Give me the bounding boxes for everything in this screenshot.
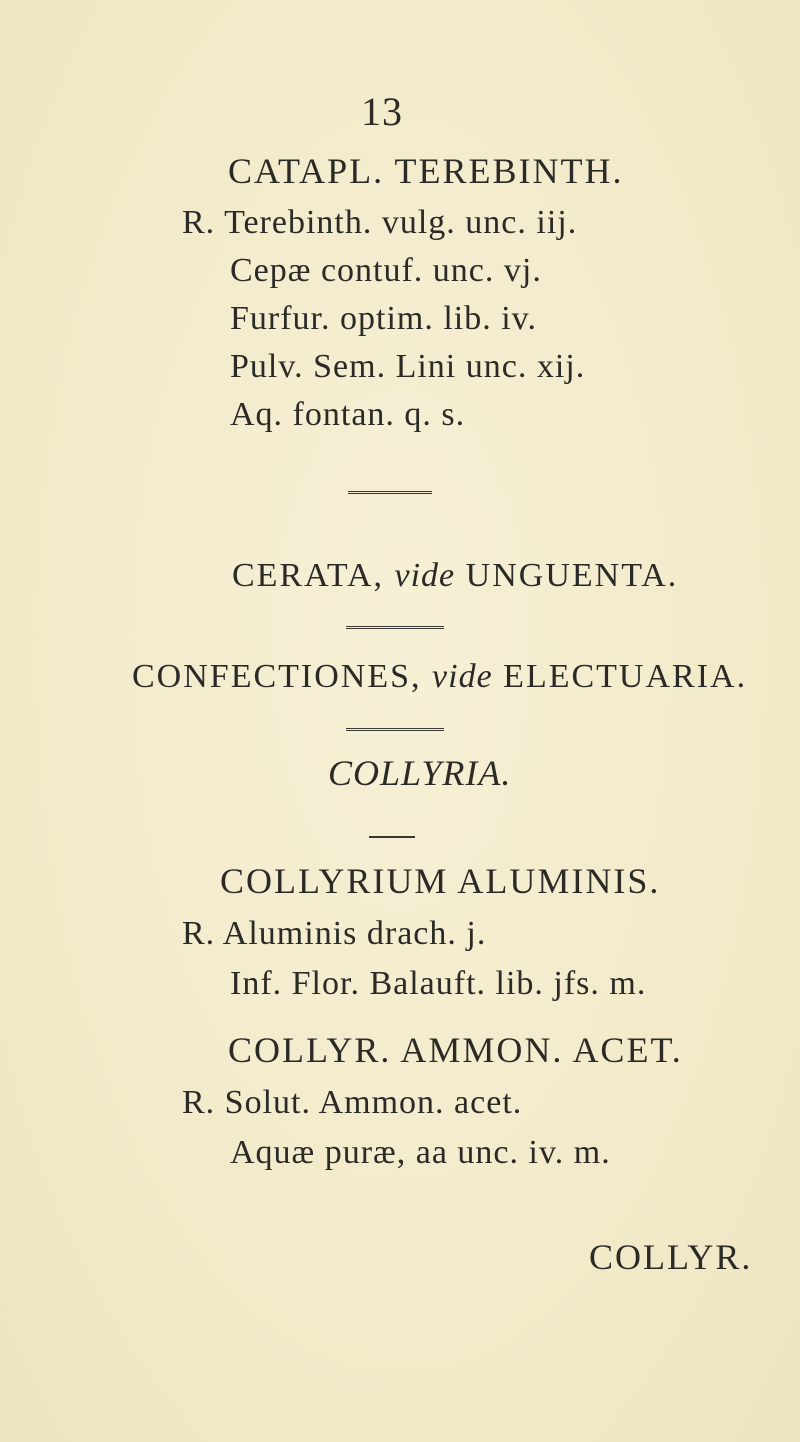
cerata-crossref xyxy=(232,557,678,595)
catapl-title: CATAPL. TEREBINTH. xyxy=(228,151,624,191)
recipe-line: Aq. fontan. q. s. xyxy=(230,396,466,433)
recipe-line: Inf. Flor. Balauft. lib. jfs. m. xyxy=(230,965,647,1002)
crossref-target: UNGUENTA. xyxy=(465,557,679,594)
recipe-line: Pulv. Sem. Lini unc. xij. xyxy=(230,348,586,385)
page-number: 13 xyxy=(361,89,403,134)
collyrium-aluminis-title: COLLYRIUM ALUMINIS. xyxy=(220,861,661,901)
recipe-line: R. Solut. Ammon. acet. xyxy=(182,1084,523,1121)
confectiones-crossref xyxy=(132,658,747,696)
recipe-line: Furfur. optim. lib. iv. xyxy=(230,300,537,337)
section-divider xyxy=(348,491,432,494)
collyr-ammon-title: COLLYR. AMMON. ACET. xyxy=(228,1030,683,1070)
section-divider xyxy=(369,836,415,838)
recipe-line: Cepæ contuf. unc. vj. xyxy=(230,252,542,289)
recipe-line: Aquæ puræ, aa unc. iv. m. xyxy=(230,1134,611,1171)
collyria-title: COLLYRIA. xyxy=(328,753,512,793)
recipe-line: R. Aluminis drach. j. xyxy=(182,915,487,952)
crossref-target: ELECTUARIA. xyxy=(503,658,748,695)
section-divider xyxy=(346,626,444,629)
catchword: COLLYR. xyxy=(589,1237,753,1277)
recipe-line: R. Terebinth. vulg. unc. iij. xyxy=(182,204,578,241)
crossref-term: CERATA, xyxy=(232,557,385,594)
crossref-vide: vide xyxy=(394,557,456,594)
section-divider xyxy=(346,728,444,731)
crossref-term: CONFECTIONES, xyxy=(132,658,422,695)
crossref-vide: vide xyxy=(432,658,493,695)
